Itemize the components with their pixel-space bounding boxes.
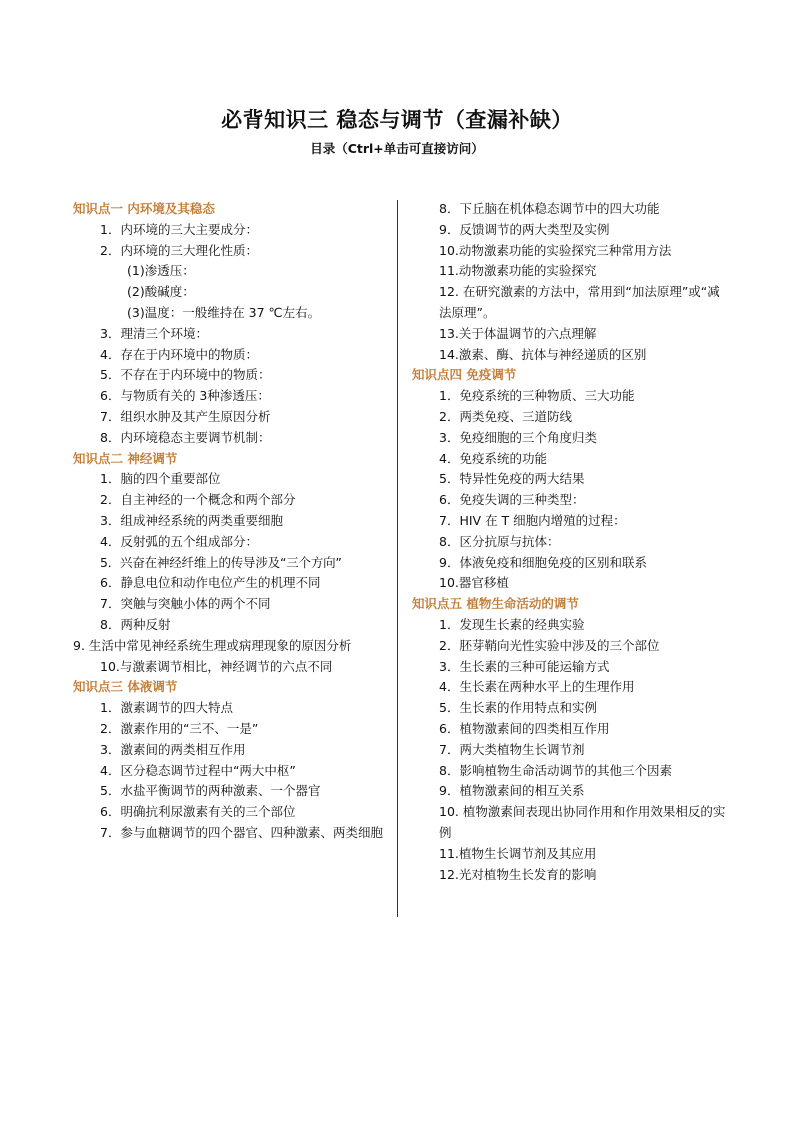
toc-item[interactable]: 10. 植物激素间表现出协同作用和作用效果相反的实例 [439, 804, 726, 840]
toc-subitem[interactable]: (1)渗透压： [127, 263, 195, 279]
column-divider [397, 200, 398, 917]
toc-item[interactable]: 6．免疫失调的三种类型： [439, 492, 585, 508]
toc-item[interactable]: 10.与激素调节相比，神经调节的六点不同 [100, 658, 333, 674]
toc-item[interactable]: 13.关于体温调节的六点理解 [439, 325, 597, 341]
toc-item[interactable]: 2．自主神经的一个概念和两个部分 [100, 492, 296, 508]
toc-item[interactable]: 7．组织水肿及其产生原因分析 [100, 408, 271, 424]
toc-item[interactable]: 1．脑的四个重要部位 [100, 471, 221, 487]
toc-item[interactable]: 8．区分抗原与抗体： [439, 533, 560, 549]
toc-subitem[interactable]: (3)温度：一般维持在 37 ℃左右。 [127, 304, 321, 320]
section-heading[interactable]: 知识点四 免疫调节 [412, 367, 517, 383]
toc-item[interactable]: 4．反射弧的五个组成部分： [100, 533, 258, 549]
toc-left-column [73, 199, 391, 844]
toc-subtitle: 目录（Ctrl+单击可直接访问） [310, 141, 484, 156]
toc-item[interactable]: 3．组成神经系统的两类重要细胞 [100, 512, 283, 528]
toc-item[interactable]: 5．不存在于内环境中的物质： [100, 367, 271, 383]
toc-item[interactable]: 8．内环境稳态主要调节机制： [100, 429, 271, 445]
toc-subitem[interactable]: (2)酸碱度： [127, 284, 195, 300]
toc-item[interactable]: 6．与物质有关的 3种渗透压： [100, 388, 270, 404]
toc-item[interactable]: 10.动物激素功能的实验探究三种常用方法 [439, 242, 672, 258]
toc-item[interactable]: 9. 生活中常见神经系统生理或病理现象的原因分析 [73, 637, 352, 653]
toc-item[interactable]: 5．生长素的作用特点和实例 [439, 700, 597, 716]
toc-item[interactable]: 3．激素间的两类相互作用 [100, 741, 246, 757]
toc-item[interactable]: 8．两种反射 [100, 616, 171, 632]
toc-item[interactable]: 3．免疫细胞的三个角度归类 [439, 429, 597, 445]
toc-item[interactable]: 1．内环境的三大主要成分： [100, 221, 258, 237]
toc-item[interactable]: 3．理清三个环境： [100, 325, 208, 341]
toc-item[interactable]: 2．激素作用的“三不、一是” [100, 720, 259, 736]
toc-item[interactable]: 14.激素、酶、抗体与神经递质的区别 [439, 346, 647, 362]
toc-item[interactable]: 7．突触与突触小体的两个不同 [100, 596, 271, 612]
section-heading[interactable]: 知识点五 植物生命活动的调节 [412, 596, 579, 612]
toc-item[interactable]: 9．反馈调节的两大类型及实例 [439, 221, 610, 237]
toc-item[interactable]: 5．特异性免疫的两大结果 [439, 471, 585, 487]
toc-item[interactable]: 5．水盐平衡调节的两种激素、一个器官 [100, 783, 321, 799]
toc-item[interactable]: 12.光对植物生长发育的影响 [439, 866, 597, 882]
toc-item[interactable]: 9．植物激素间的相互关系 [439, 783, 585, 799]
toc-item[interactable]: 4．存在于内环境中的物质： [100, 346, 258, 362]
toc-item[interactable]: 2．内环境的三大理化性质： [100, 242, 258, 258]
toc-item[interactable]: 12. 在研究激素的方法中，常用到“加法原理”或“减法原理”。 [439, 284, 720, 320]
toc-item[interactable]: 2．两类免疫、三道防线 [439, 408, 572, 424]
toc-item[interactable]: 6．静息电位和动作电位产生的机理不同 [100, 575, 321, 591]
toc-item[interactable]: 4．区分稳态调节过程中“两大中枢” [100, 762, 296, 778]
section-heading[interactable]: 知识点一 内环境及其稳态 [73, 201, 215, 216]
toc-item[interactable]: 2．胚芽鞘向光性实验中涉及的三个部位 [439, 637, 660, 653]
toc-item[interactable]: 6．明确抗利尿激素有关的三个部位 [100, 804, 296, 820]
section-heading[interactable]: 知识点三 体液调节 [73, 679, 178, 695]
toc-item[interactable]: 7．两大类植物生长调节剂 [439, 741, 585, 757]
toc-item[interactable]: 10.器官移植 [439, 575, 509, 591]
toc-item[interactable]: 3．生长素的三种可能运输方式 [439, 658, 610, 674]
toc-item[interactable]: 1．发现生长素的经典实验 [439, 616, 585, 632]
toc-item[interactable]: 8．影响植物生命活动调节的其他三个因素 [439, 762, 672, 778]
toc-item[interactable]: 7．HIV 在 T 细胞内增殖的过程： [439, 512, 626, 528]
toc-item[interactable]: 1．激素调节的四大特点 [100, 700, 233, 716]
toc-item[interactable]: 4．生长素在两种水平上的生理作用 [439, 679, 635, 695]
toc-item[interactable]: 11.动物激素功能的实验探究 [439, 263, 597, 279]
page-title: 必背知识三 稳态与调节（查漏补缺） [221, 108, 573, 132]
toc-item[interactable]: 5．兴奋在神经纤维上的传导涉及“三个方向” [100, 554, 342, 570]
toc-item[interactable]: 11.植物生长调节剂及其应用 [439, 845, 597, 861]
toc-item[interactable]: 6．植物激素间的四类相互作用 [439, 720, 610, 736]
section-heading[interactable]: 知识点二 神经调节 [73, 450, 178, 466]
toc-item[interactable]: 4．免疫系统的功能 [439, 450, 547, 466]
toc-item[interactable]: 8．下丘脑在机体稳态调节中的四大功能 [439, 201, 660, 216]
toc-item[interactable]: 9．体液免疫和细胞免疫的区别和联系 [439, 554, 647, 570]
toc-item[interactable]: 7．参与血糖调节的四个器官、四种激素、两类细胞 [100, 824, 383, 840]
toc-item[interactable]: 1．免疫系统的三种物质、三大功能 [439, 388, 635, 404]
toc-right-column [412, 199, 730, 885]
